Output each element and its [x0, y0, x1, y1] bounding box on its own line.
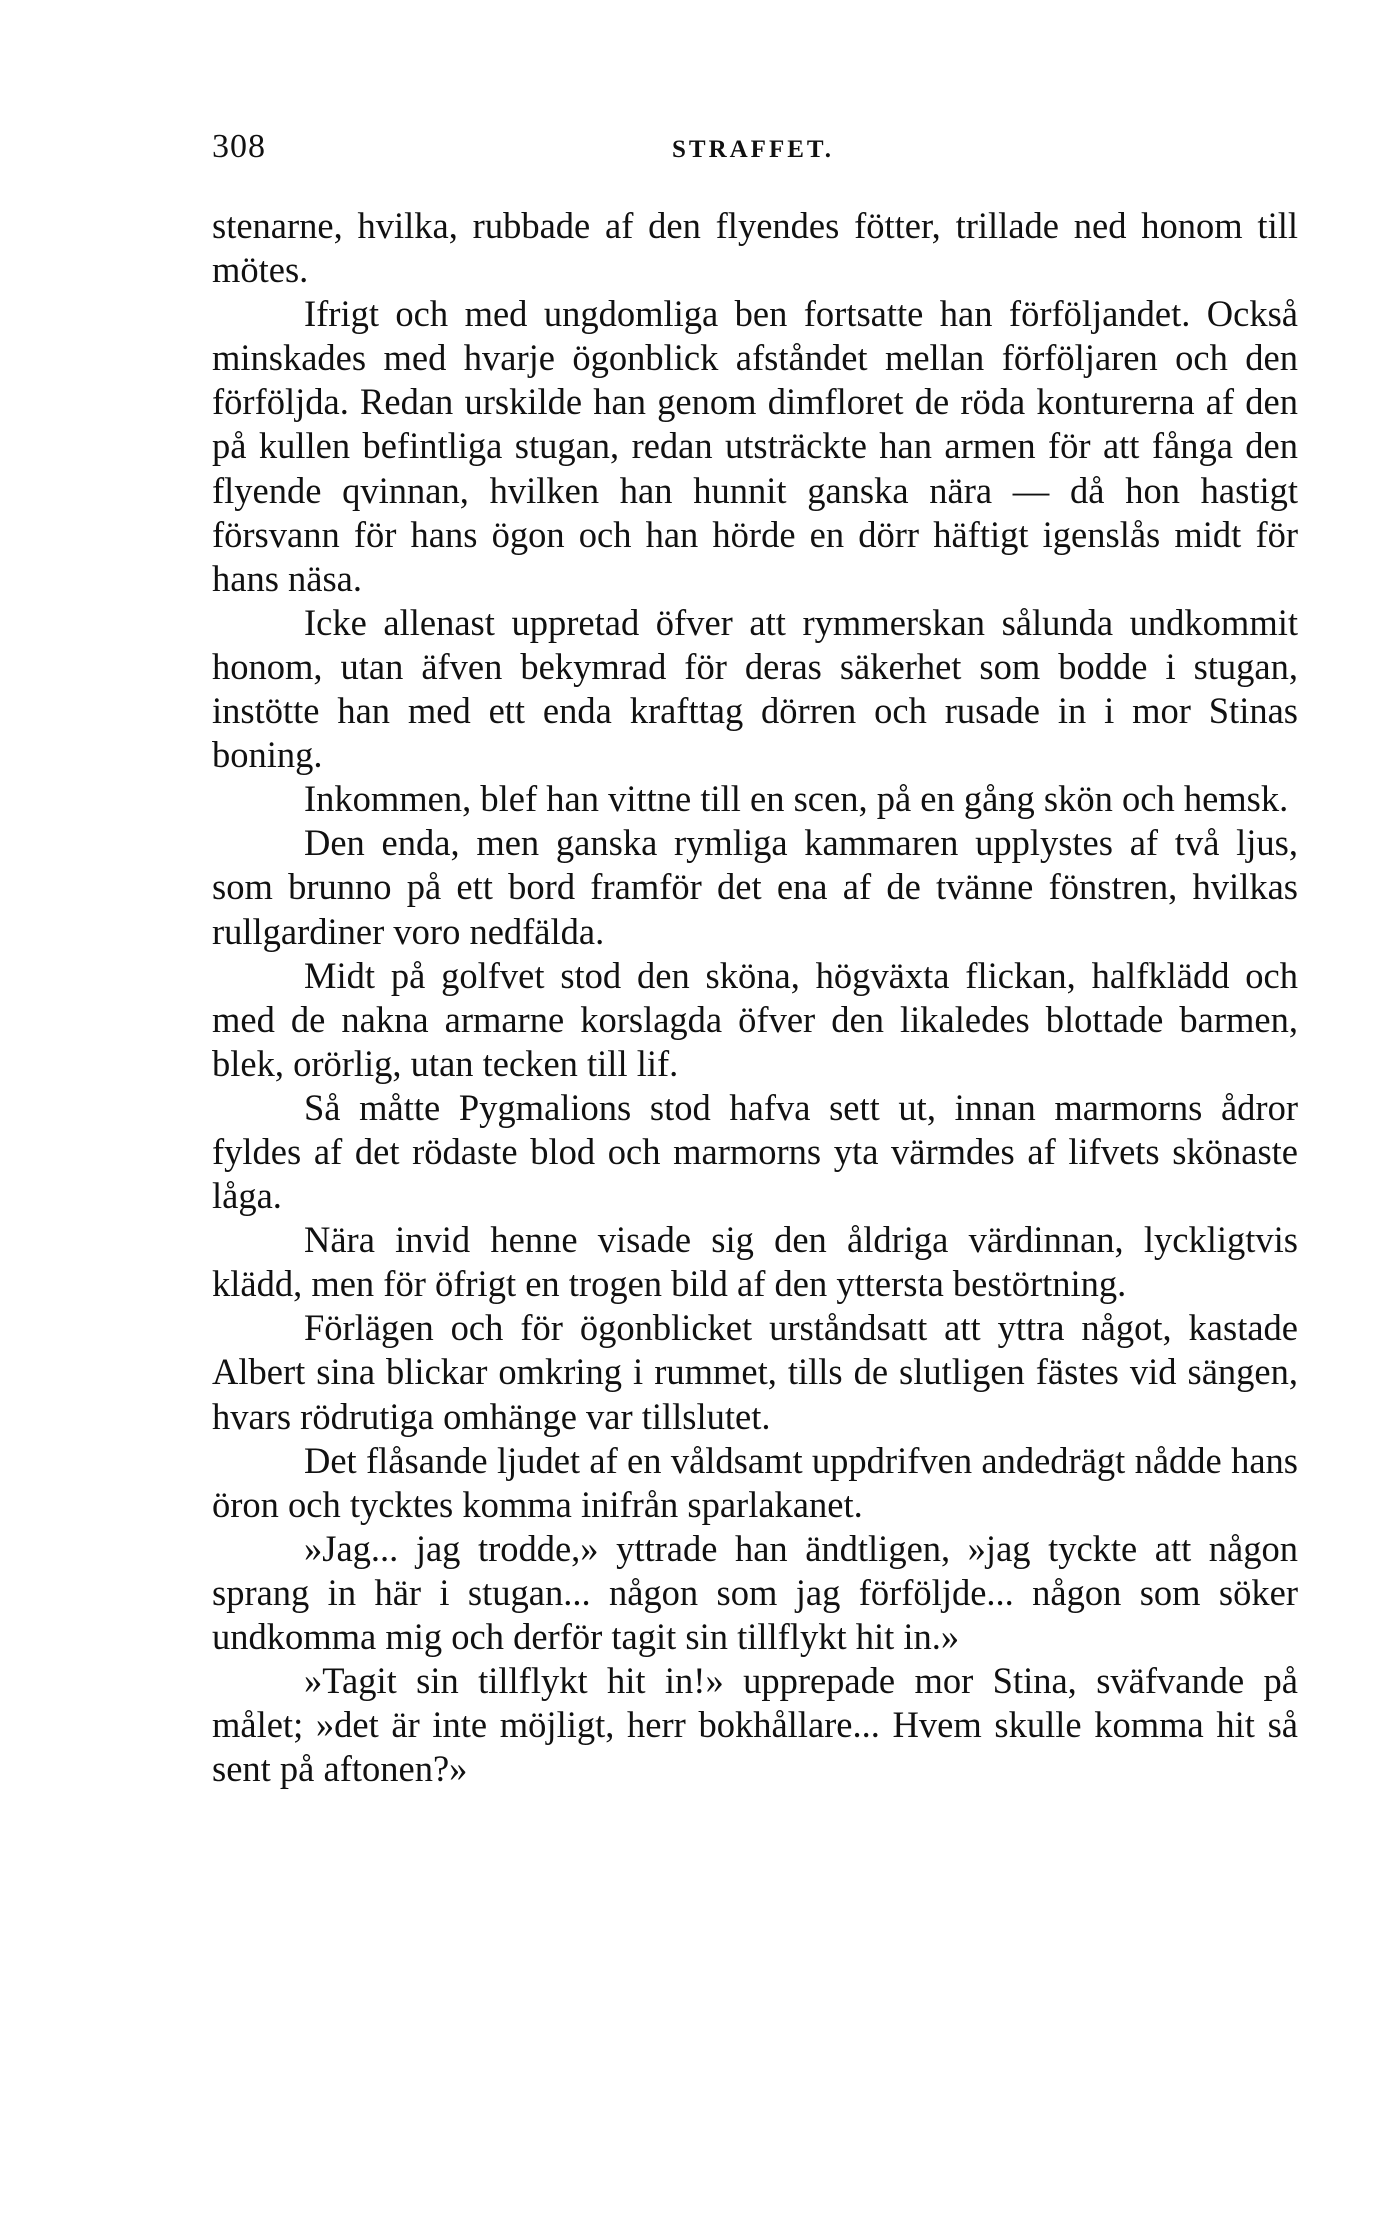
paragraph: Icke allenast uppretad öfver att rymmerskan sålunda undkommit honom, utan äfven bekymrad för deras säkerhet som bodde i stugan, instötte han med ett enda krafttag dörren och rusade in i mor Stinas boning. — [212, 601, 1298, 776]
paragraph: Så måtte Pygmalions stod hafva sett ut, innan marmorns ådror fyldes af det rödaste blod och marmorns yta värmdes af lifvets skönaste låga. — [212, 1086, 1298, 1217]
paragraph-dialogue: »Jag... jag trodde,» yttrade han ändtligen, »jag tyckte att någon sprang in här i stugan... någon som jag förföljde... någon som söker undkomma mig och derför tagit sin tillflykt hit in.» — [212, 1527, 1298, 1657]
running-title: STRAFFET. — [672, 136, 834, 163]
body-text — [212, 204, 1298, 1791]
paragraph: Nära invid henne visade sig den åldriga värdinnan, lyckligtvis klädd, men för öfrigt en trogen bild af den yttersta bestörtning. — [212, 1219, 1298, 1305]
paragraph: Ifrigt och med ungdomliga ben fortsatte han förföljandet. Också minskades med hvarje ögonblick afståndet mellan förföljaren och den förföljda. Redan urskilde han genom dimfloret de röda konturerna af den på kullen befintliga stugan, redan utsträckte han armen för att fånga den flyende qvinnan, hvilken han hunnit ganska nära — då hon hastigt försvann för hans ögon och han hörde en dörr häftigt igenslås midt för hans näsa. — [212, 293, 1298, 599]
running-head — [212, 128, 1298, 168]
paragraph: Inkommen, blef han vittne till en scen, på en gång skön och hemsk. — [304, 778, 1289, 820]
paragraph-continuation: stenarne, hvilka, rubbade af den flyendes fötter, trillade ned honom till mötes. — [212, 205, 1298, 291]
paragraph: Midt på golfvet stod den sköna, högväxta flickan, halfklädd och med de nakna armarne korslagda öfver den likaledes blottade barmen, blek, orörlig, utan tecken till lif. — [212, 954, 1298, 1084]
paragraph-dialogue: »Tagit sin tillflykt hit in!» upprepade mor Stina, sväfvande på målet; »det är inte möjligt, herr bokhållare... Hvem skulle komma hit så sent på aftonen?» — [212, 1660, 1298, 1790]
paragraph: Den enda, men ganska rymliga kammaren upplystes af två ljus, som brunno på ett bord framför det ena af de tvänne fönstren, hvilkas rullgardiner voro nedfälda. — [212, 822, 1298, 952]
paragraph: Förlägen och för ögonblicket urståndsatt att yttra något, kastade Albert sina blickar omkring i rummet, tills de slutligen fästes vid sängen, hvars rödrutiga omhänge var tillslutet. — [212, 1307, 1298, 1437]
paragraph: Det flåsande ljudet af en våldsamt uppdrifven andedrägt nådde hans öron och tycktes komma inifrån sparlakanet. — [212, 1439, 1298, 1525]
page-number: 308 — [212, 128, 266, 165]
